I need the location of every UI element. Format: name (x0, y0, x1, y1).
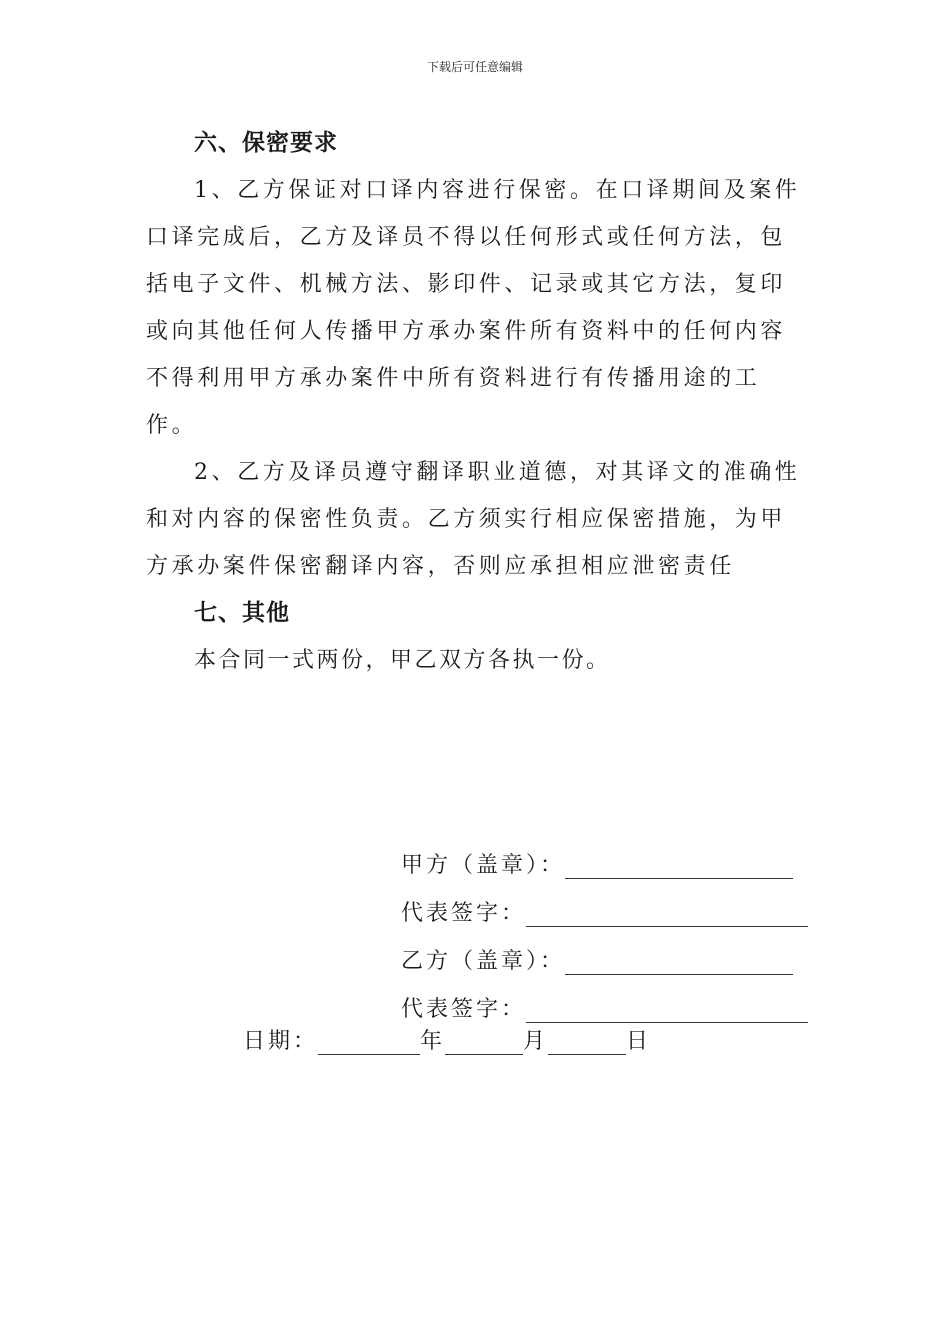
date-day-label: 日 (626, 1029, 652, 1054)
party-a-seal-row (401, 848, 793, 879)
party-b-rep-row (401, 992, 808, 1023)
date-year-label: 年 (420, 1029, 446, 1054)
date-month-line[interactable] (445, 1030, 523, 1055)
party-a-rep-label: 代表签字： (401, 901, 527, 926)
party-b-seal-row (401, 944, 793, 975)
paragraph-confidentiality-2: 2、乙方及译员遵守翻译职业道德，对其译文的准确性和对内容的保密性负责。乙方须实行相应保密措施，为甲方承办案件保密翻译内容，否则应承担相应泄密责任 (146, 460, 801, 579)
party-a-seal-label: 甲方（盖章）： (401, 853, 566, 878)
party-b-seal-label: 乙方（盖章）： (401, 949, 566, 974)
party-b-rep-label: 代表签字： (401, 997, 527, 1022)
date-label: 日期： (243, 1029, 319, 1054)
paragraph-confidentiality-1: 1、乙方保证对口译内容进行保密。在口译期间及案件口译完成后，乙方及译员不得以任何形式或任何方法，包括电子文件、机械方法、影印件、记录或其它方法，复印或向其他任何人传播甲方承办案件所有资料中的任何内容不得利用甲方承办案件中所有资料进行有传播用途的工作。 (146, 178, 801, 438)
date-row (243, 1024, 651, 1055)
date-month-label: 月 (523, 1029, 549, 1054)
date-day-line[interactable] (548, 1030, 626, 1055)
party-b-rep-signature-line[interactable] (526, 998, 808, 1023)
paragraph-other-1: 本合同一式两份，甲乙双方各执一份。 (194, 648, 611, 673)
party-a-rep-signature-line[interactable] (526, 902, 808, 927)
document-body (146, 120, 810, 684)
date-year-line[interactable] (318, 1030, 420, 1055)
section-title-other: 七、其他 (194, 600, 290, 626)
party-a-seal-line[interactable] (565, 854, 793, 879)
party-b-seal-line[interactable] (565, 950, 793, 975)
party-a-rep-row (401, 896, 808, 927)
header-note: 下载后可任意编辑 (426, 60, 523, 74)
section-title-confidentiality: 六、保密要求 (194, 130, 338, 156)
